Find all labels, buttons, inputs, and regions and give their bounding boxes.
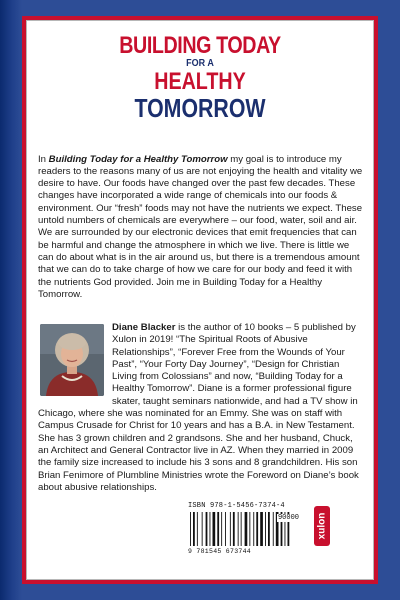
title-line-2: FOR A <box>186 58 214 69</box>
svg-text:xulon: xulon <box>316 512 328 540</box>
description-lead: In <box>38 153 49 165</box>
content-panel <box>30 24 370 576</box>
barcode-number: 9 781545 673744 <box>188 548 252 555</box>
description-book-title: Building Today for a Healthy Tomorrow <box>48 153 228 165</box>
author-bio <box>38 322 364 494</box>
author-photo <box>40 324 104 396</box>
title-line-3: HEALTHY <box>154 68 246 95</box>
author-portrait-image <box>40 324 104 396</box>
description-body: my goal is to introduce my readers to the reasons many of us are not enjoying the health and vitality we desire to have. Our foods have changed over the past few decades. These changes have incorporated a wide range of chemicals into our foods & environment. Our “fresh” foods may not have the nutrients we expect. These untold numbers of chemicals are everywhere – our food, water, soil and air. We are surrounded by our electronic devices that emit frequencies that can be harmful and change the atmosphere in which we live. There is little we can do about what is in the air around us, but there is a tremendous amount that we can do to take charge of how we care for our body and feed it with the nutrients God provided. Join me in Building Today for a Healthy Tomorrow. <box>38 153 363 300</box>
isbn-label: ISBN 978-1-5456-7374-4 <box>188 502 285 510</box>
isbn-barcode <box>188 502 300 556</box>
book-description <box>38 154 364 302</box>
author-name: Diane Blacker <box>112 322 176 333</box>
title-line-1: BUILDING TODAY <box>119 32 281 59</box>
title-line-4: TOMORROW <box>134 93 266 123</box>
price-code: 90000 <box>277 514 299 522</box>
book-title <box>30 34 370 121</box>
xulon-press-logo <box>314 506 330 546</box>
author-bio-text: is the author of 10 books – 5 published by Xulon in 2019! “The Spiritual Roots of Abusive Relationships”, “Forever Free from the Wounds of Your Past”, “Your Forty Day Journey”, “Design for Christian Living from Colossians” and now, “Building Today for a Healthy Tomorrow”. Diane is a former professional figure skater, taught seminars nationwide, and had a TV show in Chicago, where she was nominated for an Emmy. She was on staff with Campus Crusade for Christ for 10 years and has a B.A. in New Testament. She has 3 grown children and 2 grandsons. She and her husband, Chuck, an Architect and General Contractor live in AZ. When they married in 2009 the family size increased to include his 3 sons and 8 grandchildren. His son Brian Fenimore of Plumbline Ministries wrote the Foreword on Diane’s book about abusive relationships. <box>38 322 359 493</box>
